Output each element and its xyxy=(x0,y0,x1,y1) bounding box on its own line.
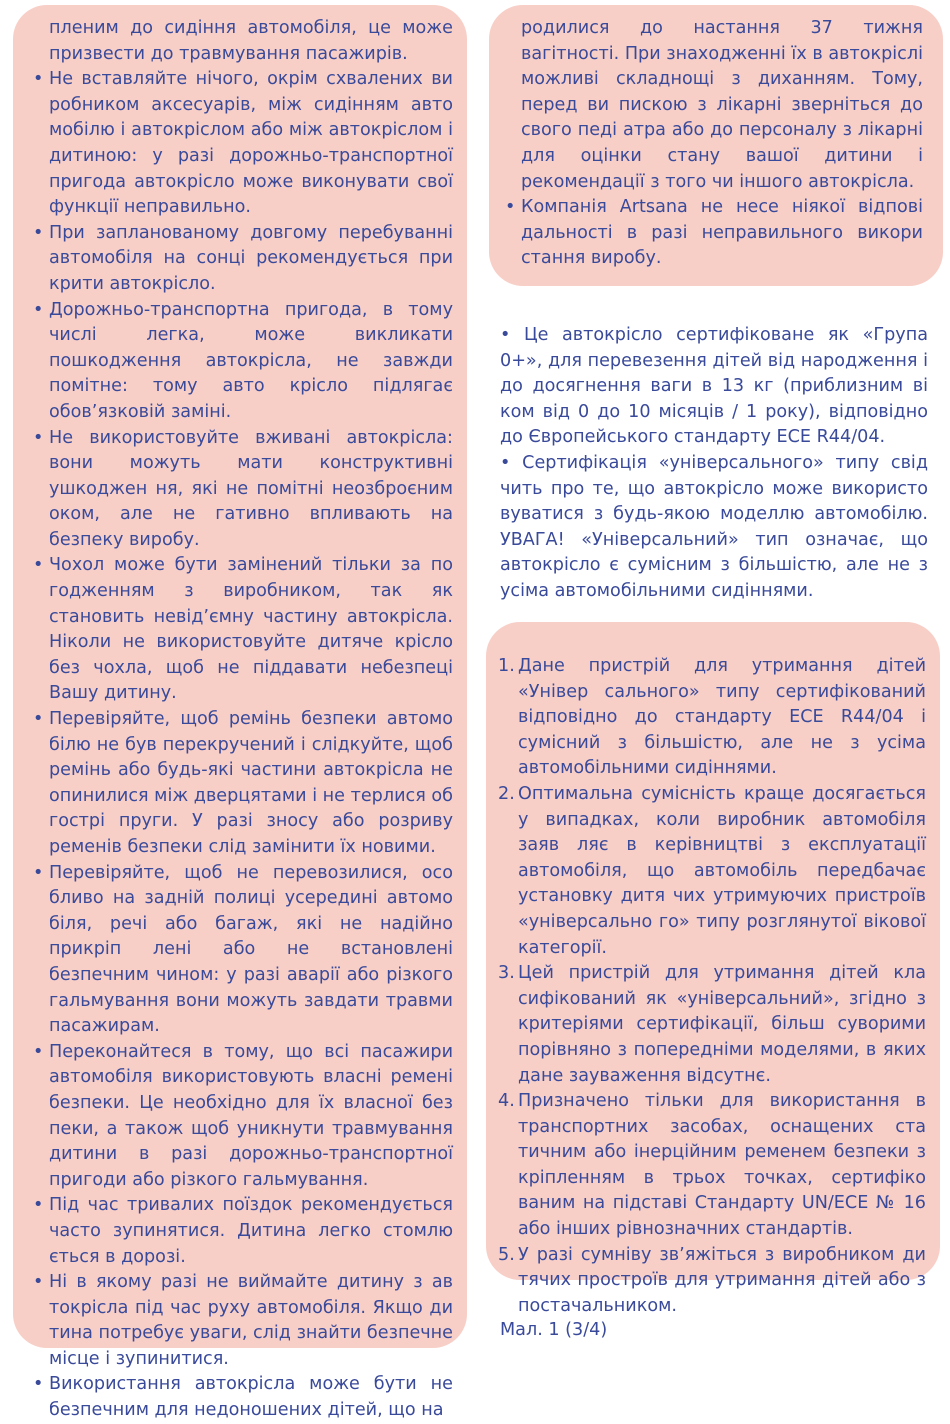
right-top-warnings-panel xyxy=(489,5,943,286)
notice-text: У разі сумніву зв’яжіться з виробником ди тячих простроїв для утримання дітей або з постачальником. xyxy=(518,1244,926,1316)
warning-item: • Ні в якому разі не виймайте дитину з ав токрісла під час руху автомобіля. Якщо ди тина потребує уваги, слід знайти безпечне місце і зупинитися. xyxy=(27,1270,453,1372)
left-warnings-list xyxy=(27,16,453,1424)
notice-text: Цей пристрій для утримання дітей кла сифікований як «універсальний», згідно з критеріями сертифікації, більш суворими порівняно з попередніми моделями, в яких дане зауваження відсутнє. xyxy=(518,963,926,1086)
warning-item: • Дорожньо-транспортна пригода, в тому числі легка, може викликати пошкодження автокрісла, не завжди помітне: тому авто крісло підлягає обов’язковій заміні. xyxy=(27,298,453,426)
notice-text: Призначено тільки для використання в транспортних засобах, оснащених ста тичним або інерційним ременем безпеки з кріпленням в трьох точках, сертифіко ваним на підставі Стандарту UN/ECE № 16 або інших рівнозначних стандартів. xyxy=(518,1091,926,1240)
notice-number: 2. xyxy=(498,783,515,804)
notice-text: Оптимальна сумісність краще досягається у випадках, коли виробник автомобіля заяв ляє в керівництві з експлуатації автомобіля, що автомобіль передбачає установку дитя чих утримуючих пристроїв «універсально го» типу розглянутої вікової категорії. xyxy=(518,783,926,958)
left-safety-warnings-panel xyxy=(13,5,467,1421)
warning-item: • Перевіряйте, щоб ремінь безпеки автомо білю не був перекручений і слідкуйте, щоб ремінь або будь-які частини автокрісла не опинилися між дверцятами і не терлися об гострі пруги. У разі зносу або розриву ременів безпеки слід замінити їх новими. xyxy=(27,707,453,861)
warning-continuation: родилися до настання 37 тижня вагітності. При знаходженні їх в автокріслі можливі складнощі з диханням. Тому, перед ви пискою з лікарні зверніться до свого педі атра або до персоналу з лікарні для оцінки стану вашої дитини і рекомендації з того чи іншого автокрісла. xyxy=(521,18,923,192)
certification-paragraph: • Сертифікація «універсального» типу свід чить про те, що автокрісло може використо вуватися з будь-якою моделлю автомобілю. УВАГА! «Універсальний» тип означає, що автокрісло є сумісним з більшістю, але не з усіма автомобільними сидіннями. xyxy=(500,452,928,601)
universal-notice-panel xyxy=(486,622,940,1316)
notice-item xyxy=(498,961,926,1089)
warning-item: • Не вставляйте нічого, окрім схвалених ви робником аксесуарів, між сидінням авто мобілю і автокріслом або між автокріслом і дитиною: у разі дорожньо-транспортної пригода автокрісло може виконувати свої функції неправильно. xyxy=(27,67,453,221)
warning-item: • Компанія Artsana не несе ніякої відпові дальності в разі неправильного викори стання виробу. xyxy=(499,195,923,272)
warning-item: • Не використовуйте вживані автокрісла: вони можуть мати конструктивні ушкоджен ня, які не помітні неозброєним оком, але не гативно впливають на безпеку виробу. xyxy=(27,426,453,554)
warning-continuation: пленим до сидіння автомобіля, це може призвести до травмування пасажирів. xyxy=(49,18,453,64)
warning-item: • Перевіряйте, щоб не перевозилися, осо бливо на задній полиці усередині автомо біля, речі або багаж, які не надійно прикріп лені або не встановлені безпечним чином: у разі аварії або різкого гальмування вони можуть завдати травми пасажирам. xyxy=(27,861,453,1040)
universal-notice-list xyxy=(498,654,926,1319)
warning-item: • Під час тривалих поїздок рекомендується часто зупинятися. Дитина легко стомлю ється в дорозі. xyxy=(27,1193,453,1270)
notice-item xyxy=(498,1243,926,1320)
notice-number: 5. xyxy=(498,1244,515,1265)
warning-item: • Переконайтеся в тому, що всі пасажири автомобіля використовують власні ремені безпеки. Це необхідно для їх власної без пеки, а також щоб уникнути травмування дитини в разі дорожньо-транспортної пригоди або різкого гальмування. xyxy=(27,1040,453,1194)
right-top-warnings-list xyxy=(499,16,923,272)
notice-number: 4. xyxy=(498,1091,515,1112)
warning-item: • Чохол може бути замінений тільки за по годженням з виробником, так як становить невід’ємну частину автокрісла. Ніколи не використовуйте дитяче крісло без чохла, щоб не піддавати небезпеці Вашу дитину. xyxy=(27,553,453,707)
certification-paragraph: • Це автокрісло сертифіковане як «Група 0+», для перевезення дітей від народження і до досягнення ваги в 13 кг (приблизним ві ком від 0 до 10 місяців / 1 року), відповідно до Європейського стандарту ECE R44/04. xyxy=(500,325,928,448)
figure-caption: Мал. 1 (3/4) xyxy=(500,1320,608,1340)
certification-info xyxy=(500,323,928,605)
notice-item xyxy=(498,1089,926,1243)
notice-item xyxy=(498,782,926,961)
notice-number: 3. xyxy=(498,963,515,984)
warning-item: • При запланованому довгому перебуванні автомобіля на сонці рекомендується при крити автокрісло. xyxy=(27,221,453,298)
notice-item xyxy=(498,654,926,782)
notice-number: 1. xyxy=(498,656,515,676)
warning-item: • Використання автокрісла може бути не безпечним для недоношених дітей, що на xyxy=(27,1372,453,1423)
notice-text: Дане пристрій для утримання дітей «Універ сального» типу сертифікований відповідно до стандарту ECE R44/04 і сумісний з більшістю, але не з усіма автомобільними сидіннями. xyxy=(518,656,926,779)
